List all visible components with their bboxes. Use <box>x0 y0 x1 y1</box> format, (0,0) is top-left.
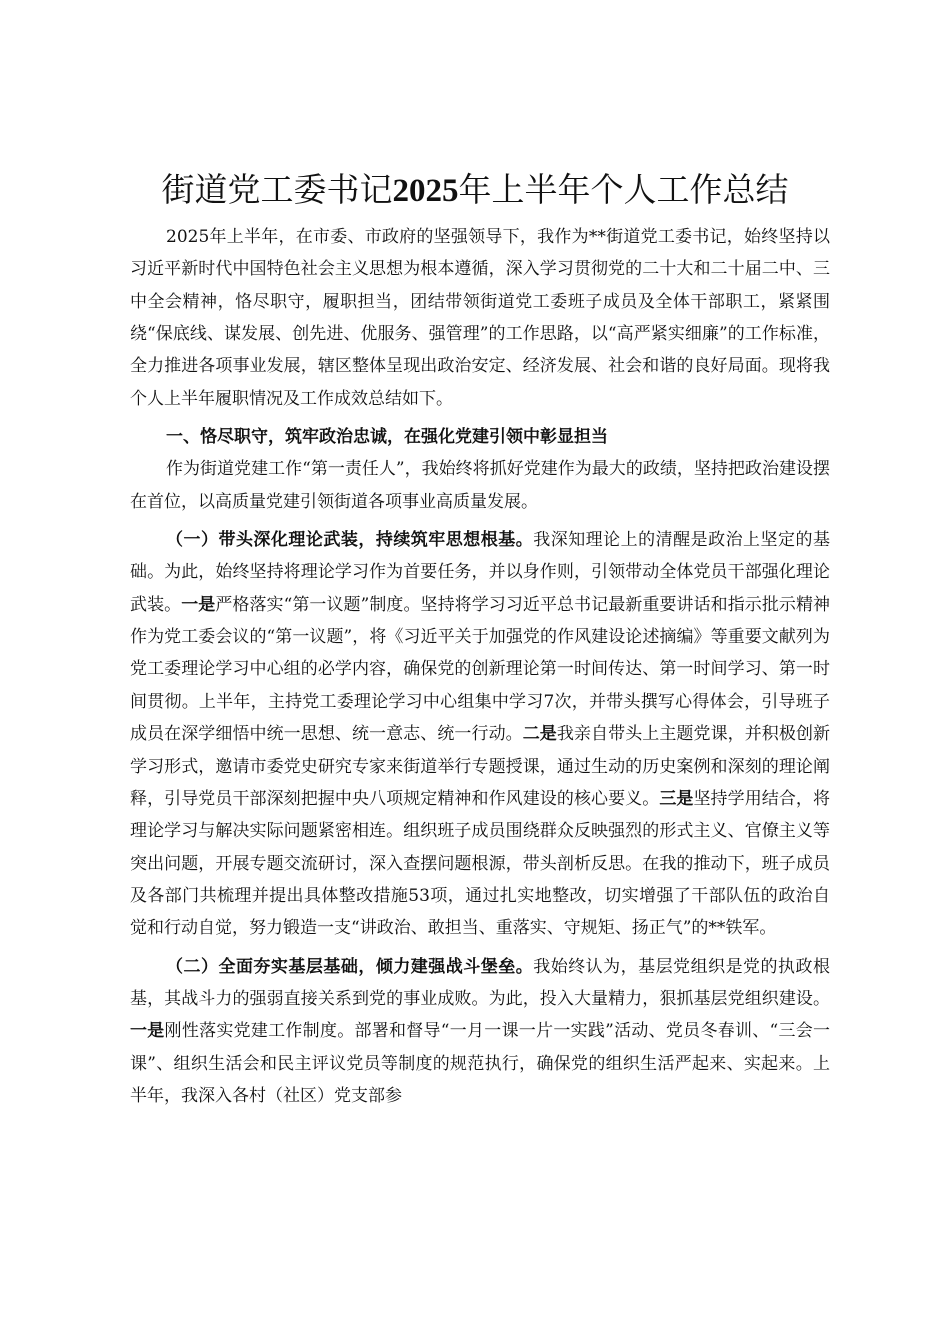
title-prefix: 街道党工委书记 <box>161 170 393 209</box>
subsection-2-heading: （二）全面夯实基层基础，倾力建强战斗堡垒。 <box>166 956 534 977</box>
subsection-1-heading: （一）带头深化理论武装，持续筑牢思想根基。 <box>166 530 534 551</box>
subsection-2-text-b: 刚性落实党建工作制度。部署和督导“一月一课一片一实践”活动、党员冬春训、“三会一课”、组织生活会和民主评议党员等制度的规范执行，确保党的组织生活严起来、实起来。上半年，我深入各村（社区）党支部参 <box>130 1021 831 1106</box>
subsection-1-text-a: 我深知理论上的清醒是政治上坚定的基础。为此，始终坚持将理论学习作为首要任务，并以身作则，引领带动全体党员干部强化理论武装。 <box>130 530 831 615</box>
subsection-2-text-a: 我始终认为，基层党组织是党的执政根基，其战斗力的强弱直接关系到党的事业成败。为此，投入大量精力，狠抓基层党组织建设。 <box>130 956 831 1009</box>
subsection-1-key-2: 二是 <box>522 724 557 745</box>
subsection-1-text-b: 严格落实“第一议题”制度。坚持将学习习近平总书记最新重要讲话和指示批示精神作为党工委会议的“第一议题”，将《习近平关于加强党的作风建设论述摘编》等重要文献列为党工委理论学习中心组的必学内容，确保党的创新理论第一时间传达、第一时间学习、第一时间贯彻。上半年，主持党工委理论学习中心组集中学习7次，并带头撰写心得体会，引导班子成员在深学细悟中统一思想、统一意志、统一行动。 <box>130 594 831 745</box>
subsection-1-paragraph <box>130 524 830 944</box>
section-1-heading: 一、恪尽职守，筑牢政治忠诚，在强化党建引领中彰显担当 <box>166 427 608 448</box>
subsection-1-key-1: 一是 <box>181 594 216 615</box>
document-title <box>0 168 950 213</box>
subsection-2-paragraph <box>130 951 830 1113</box>
subsection-1-text-c: 我亲自带头上主题党课，并积极创新学习形式，邀请市委党史研究专家来街道举行专题授课，通过生动的历史案例和深刻的理论阐释，引导党员干部深刻把握中央八项规定精神和作风建设的核心要义。 <box>130 724 831 809</box>
subsection-1-text-d: 坚持学用结合，将理论学习与解决实际问题紧密相连。组织班子成员围绕群众反映强烈的形式主义、官僚主义等突出问题，开展专题交流研讨，深入查摆问题根源，带头剖析反思。在我的推动下，班子成员及各部门共梳理并提出具体整改措施53项，通过扎实地整改，切实增强了干部队伍的政治自觉和行动自觉，努力锻造一支“讲政治、敢担当、重落实、守规矩、扬正气”的**铁军。 <box>130 788 831 939</box>
document-body <box>130 221 830 1112</box>
subsection-2-key-1: 一是 <box>130 1021 165 1042</box>
title-suffix: 年上半年个人工作总结 <box>458 170 789 209</box>
intro-paragraph: 2025年上半年，在市委、市政府的坚强领导下，我作为**街道党工委书记，始终坚持以习近平新时代中国特色社会主义思想为根本遵循，深入学习贯彻党的二十大和二十届二中、三中全会精神，恪尽职守，履职担当，团结带领街道党工委班子成员及全体干部职工，紧紧围绕“保底线、谋发展、创先进、优服务、强管理”的工作思路，以“高严紧实细廉”的工作标准，全力推进各项事业发展，辖区整体呈现出政治安定、经济发展、社会和谐的良好局面。现将我个人上半年履职情况及工作成效总结如下。 <box>130 227 830 409</box>
section-1-intro: 作为街道党建工作“第一责任人”，我始终将抓好党建作为最大的政绩，坚持把政治建设摆在首位，以高质量党建引领街道各项事业高质量发展。 <box>130 459 830 512</box>
subsection-1-key-3: 三是 <box>659 788 694 809</box>
title-year: 2025 <box>392 173 459 209</box>
